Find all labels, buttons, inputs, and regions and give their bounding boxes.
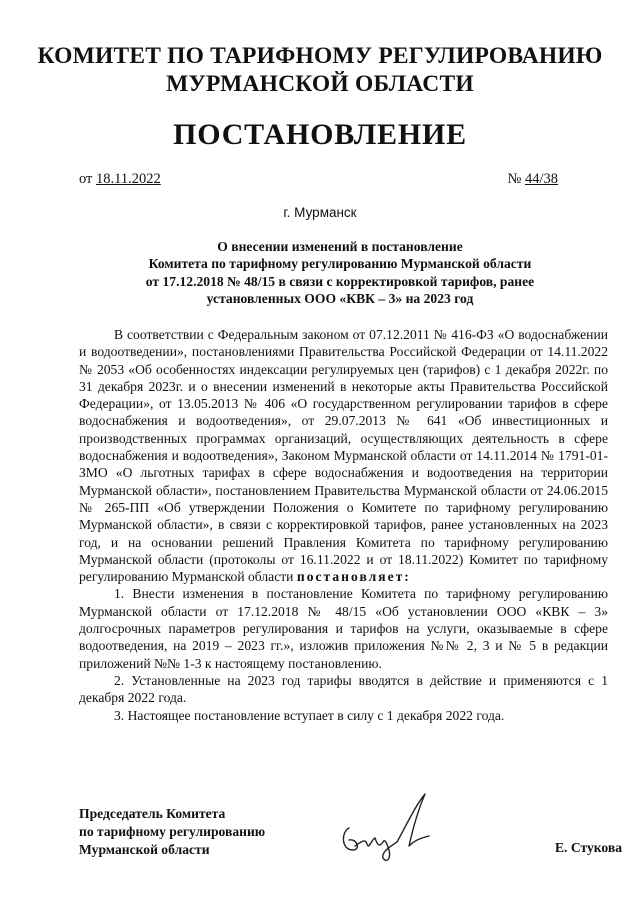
signatory-title-line: по тарифному регулированию [79, 824, 266, 839]
number-value: 44/38 [524, 171, 558, 187]
subject-line: установленных ООО «КВК – 3» на 2023 год [206, 290, 474, 306]
document-type: ПОСТАНОВЛЕНИЕ [173, 118, 467, 151]
preamble-paragraph [79, 326, 608, 585]
subject-line: О внесении изменений в постановление [217, 239, 463, 254]
committee-name-line2: МУРМАНСКОЙ ОБЛАСТИ [166, 71, 474, 97]
signatory-title [79, 805, 265, 859]
document-date [79, 171, 161, 188]
subject-line: Комитета по тарифному регулированию Мурманской области [148, 256, 532, 272]
city: г. Мурманск [283, 205, 357, 220]
date-prefix: от [79, 171, 93, 187]
date-value: 18.11.2022 [96, 171, 161, 187]
decree-word: постановляет: [296, 569, 411, 585]
document-body [79, 326, 608, 724]
preamble-text: В соответствии с Федеральным законом от 07.12.2011 № 416-ФЗ «О водоснабжении и водоотведении», постановлениями Правительства Российской Федерации от 14.11.2022 № 2053 «Об особенностях индексации регулируемых цен (тарифов) с 1 декабря 2022г. по 31 декабря 2023г. и о внесении изменений в некоторые акты Правительства Российской Федерации», от 13.05.2013 № 406 «О государственном регулировании тарифов в сфере водоснабжения и водоотведения», от 29.07.2013 № 641 «Об инвестиционных и производственных программах организаций, осуществляющих деятельность в сфере водоснабжения и водоотведения», Законом Мурманской области от 14.11.2014 № 1791-01-ЗМО «О льготных тарифах в сфере водоснабжения и водоотведения на территории Мурманской области», постановлением Правительства Мурманской области от 24.06.2015 № 265-ПП «Об утверждении Положения о Комитете по тарифному регулированию Мурманской области», в связи с корректировкой тарифов, ранее установленных на 2023 год, и на основании решений Правления Комитета по тарифному регулированию Мурманской области (протоколы от 16.11.2022 и от 18.11.2022) Комитет по тарифному регулированию Мурманской области [79, 327, 608, 585]
item-2: 2. Установленные на 2023 год тарифы вводятся в действие и применяются с 1 декабря 2022 года. [79, 672, 608, 706]
signatory-title-line: Председатель Комитета [79, 806, 226, 821]
document-subject [110, 238, 570, 307]
item-1: 1. Внести изменения в постановление Комитета по тарифному регулированию Мурманской области от 17.12.2018 № 48/15 «Об установлении ООО «КВК – 3» долгосрочных параметров регулирования и тарифов на услуги, оказываемые в сфере водоотведения, на 2019 – 2023 гг.», изложив приложения №№ 2, 3 и № 5 в редакции приложений №№ 1-3 к настоящему постановлению. [79, 586, 608, 671]
handwritten-signature [335, 788, 445, 868]
item-3: 3. Настоящее постановление вступает в силу с 1 декабря 2022 года. [114, 707, 505, 723]
number-prefix: № [507, 171, 522, 187]
committee-name-line1: КОМИТЕТ ПО ТАРИФНОМУ РЕГУЛИРОВАНИЮ [37, 43, 603, 69]
document-number [508, 171, 559, 188]
signatory-title-line: Мурманской области [79, 842, 210, 857]
subject-line: от 17.12.2018 № 48/15 в связи с корректировкой тарифов, ранее [145, 273, 535, 289]
committee-name [0, 42, 640, 98]
signatory-name: Е. Стукова [554, 840, 622, 855]
